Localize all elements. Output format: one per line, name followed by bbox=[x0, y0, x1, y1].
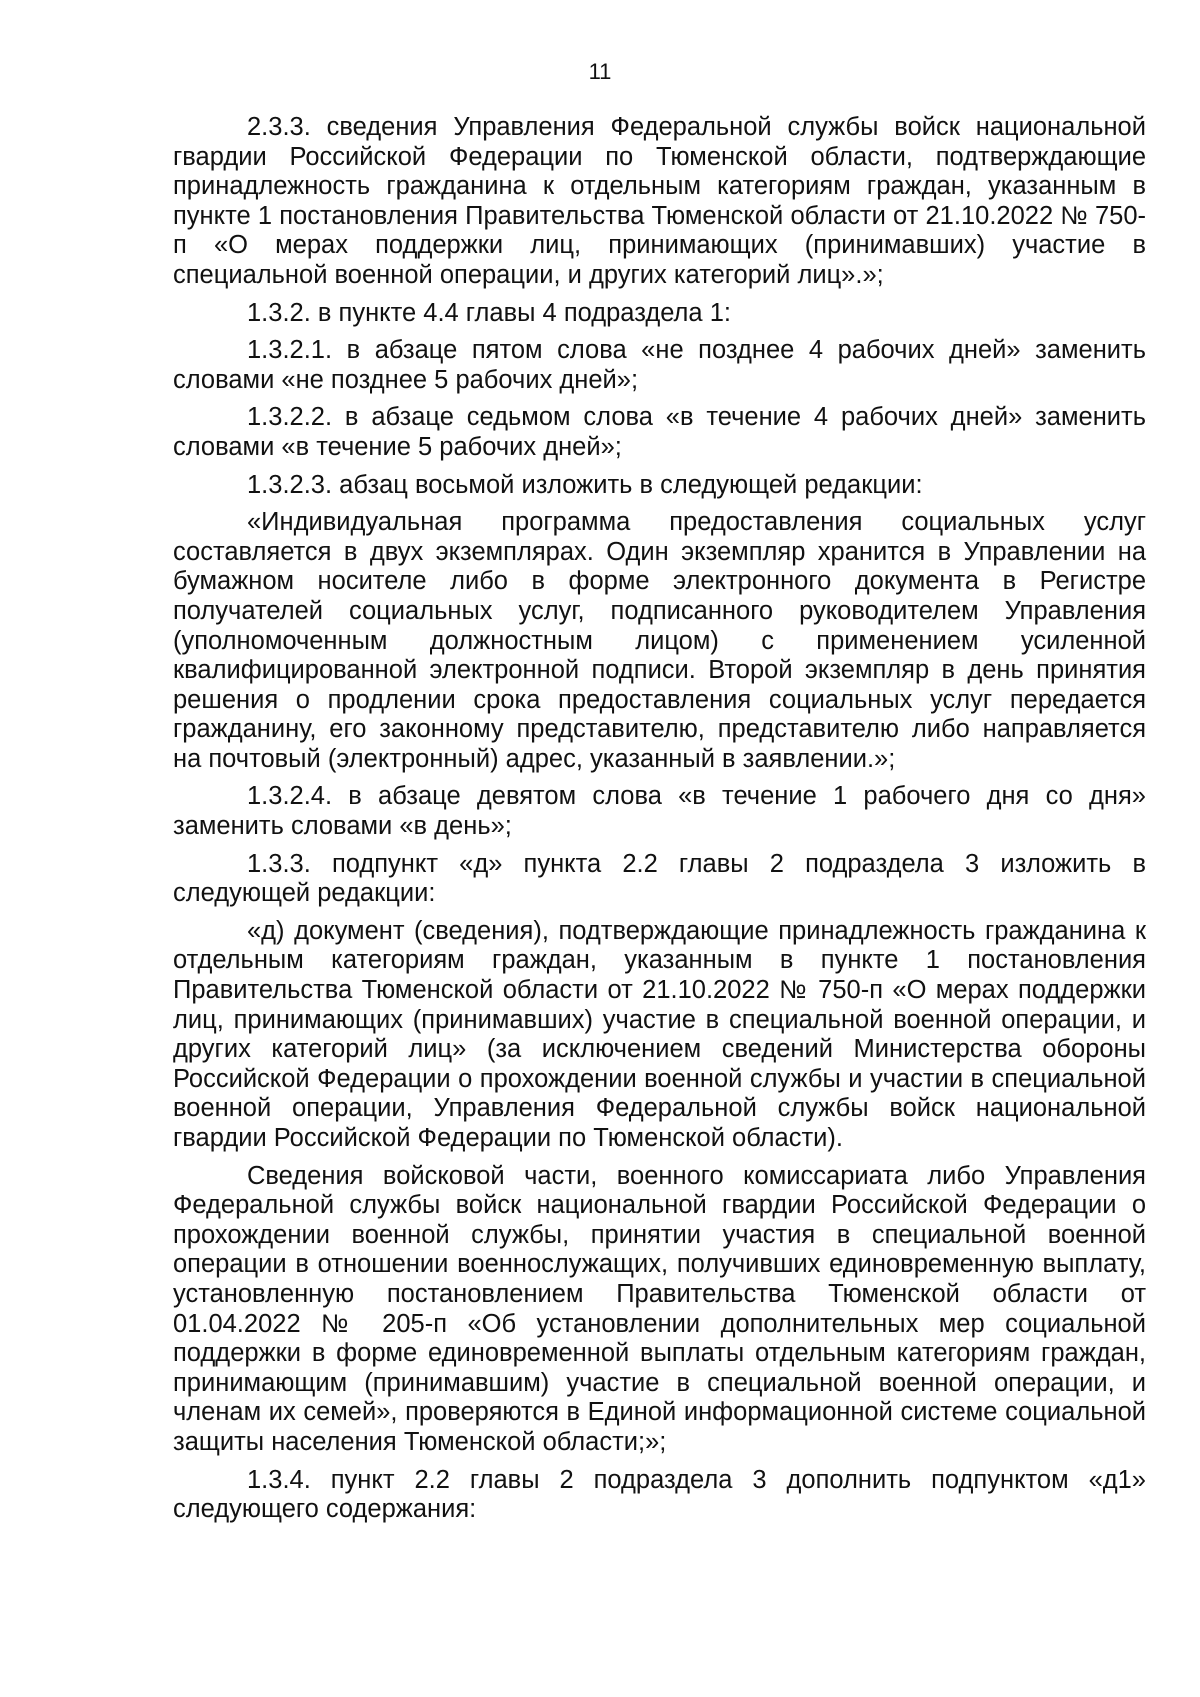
paragraph-2-3-3: 2.3.3. сведения Управления Федеральной службы войск национальной гвардии Российской Федерации по Тюменской области, подтверждающие принадлежность гражданина к отдельным категориям граждан, указанным в пункте 1 постановления Правительства Тюменской области от 21.10.2022 № 750-п «О мерах поддержки лиц, принимающих (принимавших) участие в специальной военной операции, и других категорий лиц».»; bbox=[173, 113, 1146, 289]
page-number: 11 bbox=[588, 59, 612, 84]
paragraph-1-3-2-2: 1.3.2.2. в абзаце седьмом слова «в течение 4 рабочих дней» заменить словами «в течение 5 рабочих дней»; bbox=[173, 403, 1146, 461]
paragraph-quoted-d: «д) документ (сведения), подтверждающие принадлежность гражданина к отдельным категориям граждан, указанным в пункте 1 постановления Правительства Тюменской области от 21.10.2022 № 750-п «О мерах поддержки лиц, принимающих (принимавших) участие в специальной военной операции, и других категорий лиц» (за исключением сведений Министерства обороны Российской Федерации о прохождении военной службы и участии в специальной военной операции, Управления Федеральной службы войск национальной гвардии Российской Федерации по Тюменской области). bbox=[173, 916, 1146, 1152]
paragraph-1-3-2: 1.3.2. в пункте 4.4 главы 4 подраздела 1: bbox=[247, 298, 731, 327]
paragraph-1-3-2-3: 1.3.2.3. абзац восьмой изложить в следующей редакции: bbox=[247, 470, 923, 499]
paragraph-1-3-4: 1.3.4. пункт 2.2 главы 2 подраздела 3 дополнить подпунктом «д1» следующего содержания: bbox=[173, 1465, 1146, 1524]
paragraph-military-info: Сведения войсковой части, военного комиссариата либо Управления Федеральной службы войск национальной гвардии Российской Федерации о прохождении военной службы, принятии участия в специальной военной операции в отношении военнослужащих, получивших единовременную выплату, установленную постановлением Правительства Тюменской области от 01.04.2022 № 205-п «Об установлении дополнительных мер социальной поддержки в форме единовременной выплаты отдельным категориям граждан, принимающим (принимавшим) участие в специальной военной операции, и членам их семей», проверяются в Единой информационной системе социальной защиты населения Тюменской области;»; bbox=[173, 1161, 1146, 1456]
paragraph-1-3-3: 1.3.3. подпункт «д» пункта 2.2 главы 2 подраздела 3 изложить в следующей редакции: bbox=[173, 849, 1146, 908]
document-body bbox=[173, 113, 1146, 1533]
paragraph-quoted-program: «Индивидуальная программа предоставления социальных услуг составляется в двух экземплярах. Один экземпляр хранится в Управлении на бумажном носителе либо в форме электронного документа в Регистре получателей социальных услуг, подписанного руководителем Управления (уполномоченным должностным лицом) с применением усиленной квалифицированной электронной подписи. Второй экземпляр в день принятия решения о продлении срока предоставления социальных услуг передается гражданину, его законному представителю, представителю либо направляется на почтовый (электронный) адрес, указанный в заявлении.»; bbox=[173, 508, 1146, 773]
paragraph-1-3-2-4: 1.3.2.4. в абзаце девятом слова «в течение 1 рабочего дня со дня» заменить словами «в день»; bbox=[173, 782, 1146, 841]
paragraph-1-3-2-1: 1.3.2.1. в абзаце пятом слова «не позднее 4 рабочих дней» заменить словами «не позднее 5 рабочих дней»; bbox=[173, 336, 1146, 394]
